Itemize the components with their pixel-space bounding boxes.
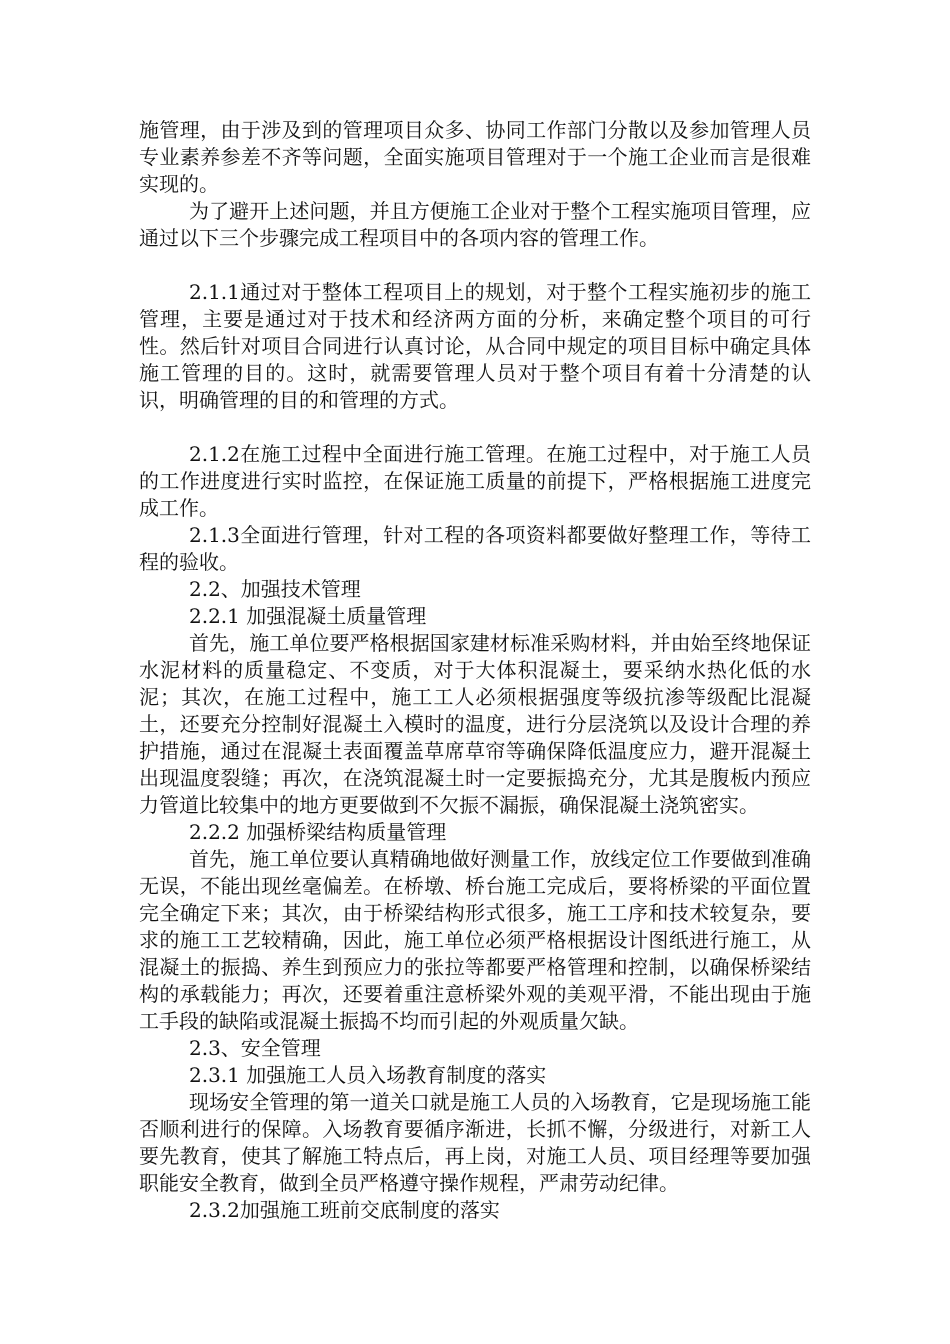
paragraph-2: 为了避开上述问题，并且方便施工企业对于整个工程实施项目管理，应通过以下三个步骤完成工程项目中的各项内容的管理工作。 [139,199,811,250]
heading-2-2-2: 2.2.2 加强桥梁结构质量管理 [189,820,447,844]
paragraph-1: 施管理，由于涉及到的管理项目众多、协同工作部门分散以及参加管理人员专业素养参差不齐等问题，全面实施项目管理对于一个施工企业而言是很难实现的。 [139,118,811,196]
heading-2-3-2: 2.3.2加强施工班前交底制度的落实 [189,1198,500,1222]
paragraph-bridge-structure: 首先，施工单位要认真精确地做好测量工作，放线定位工作要做到准确无误，不能出现丝毫偏差。在桥墩、桥台施工完成后，要将桥梁的平面位置完全确定下来；其次，由于桥梁结构形式很多，施工工序和技术较复杂，要求的施工工艺较精确，因此，施工单位必须严格根据设计图纸进行施工，从混凝土的振捣、养生到预应力的张拉等都要严格管理和控制，以确保桥梁结构的承载能力；再次，还要着重注意桥梁外观的美观平滑，不能出现由于施工手段的缺陷或混凝土振捣不均而引起的外观质量欠缺。 [139,847,811,1033]
heading-2-2-1: 2.2.1 加强混凝土质量管理 [189,604,427,628]
section-2-1-2: 2.1.2在施工过程中全面进行施工管理。在施工过程中，对于施工人员的工作进度进行实时监控，在保证施工质量的前提下，严格根据施工进度完成工作。 [139,442,811,520]
paragraph-site-safety: 现场安全管理的第一道关口就是施工人员的入场教育，它是现场施工能否顺利进行的保障。入场教育要循序渐进，长抓不懈，分级进行，对新工人要先教育，使其了解施工特点后，再上岗，对施工人员、项目经理等要加强职能安全教育，做到全员严格遵守操作规程，严肃劳动纪律。 [139,1090,811,1195]
section-2-1-1: 2.1.1通过对于整体工程项目上的规划，对于整个工程实施初步的施工管理，主要是通过对于技术和经济两方面的分析，来确定整个项目的可行性。然后针对项目合同进行认真讨论，从合同中规定的项目目标中确定具体施工管理的目的。这时，就需要管理人员对于整个项目有着十分清楚的认识，明确管理的目的和管理的方式。 [139,280,811,412]
document-body [139,117,811,1224]
heading-2-3: 2.3、安全管理 [189,1036,321,1060]
section-2-1-3: 2.1.3全面进行管理，针对工程的各项资料都要做好整理工作，等待工程的验收。 [139,523,811,574]
heading-2-2: 2.2、加强技术管理 [189,577,361,601]
heading-2-3-1: 2.3.1 加强施工人员入场教育制度的落实 [189,1063,547,1087]
paragraph-concrete-quality: 首先，施工单位要严格根据国家建材标准采购材料，并由始至终地保证水泥材料的质量稳定、不变质，对于大体积混凝土，要采纳水热化低的水泥；其次，在施工过程中，施工工人必须根据强度等级抗渗等级配比混凝土，还要充分控制好混凝土入模时的温度，进行分层浇筑以及设计合理的养护措施，通过在混凝土表面覆盖草席草帘等确保降低温度应力，避开混凝土出现温度裂缝；再次，在浇筑混凝土时一定要振捣充分，尤其是腹板内预应力管道比较集中的地方更要做到不欠振不漏振，确保混凝土浇筑密实。 [139,631,811,817]
